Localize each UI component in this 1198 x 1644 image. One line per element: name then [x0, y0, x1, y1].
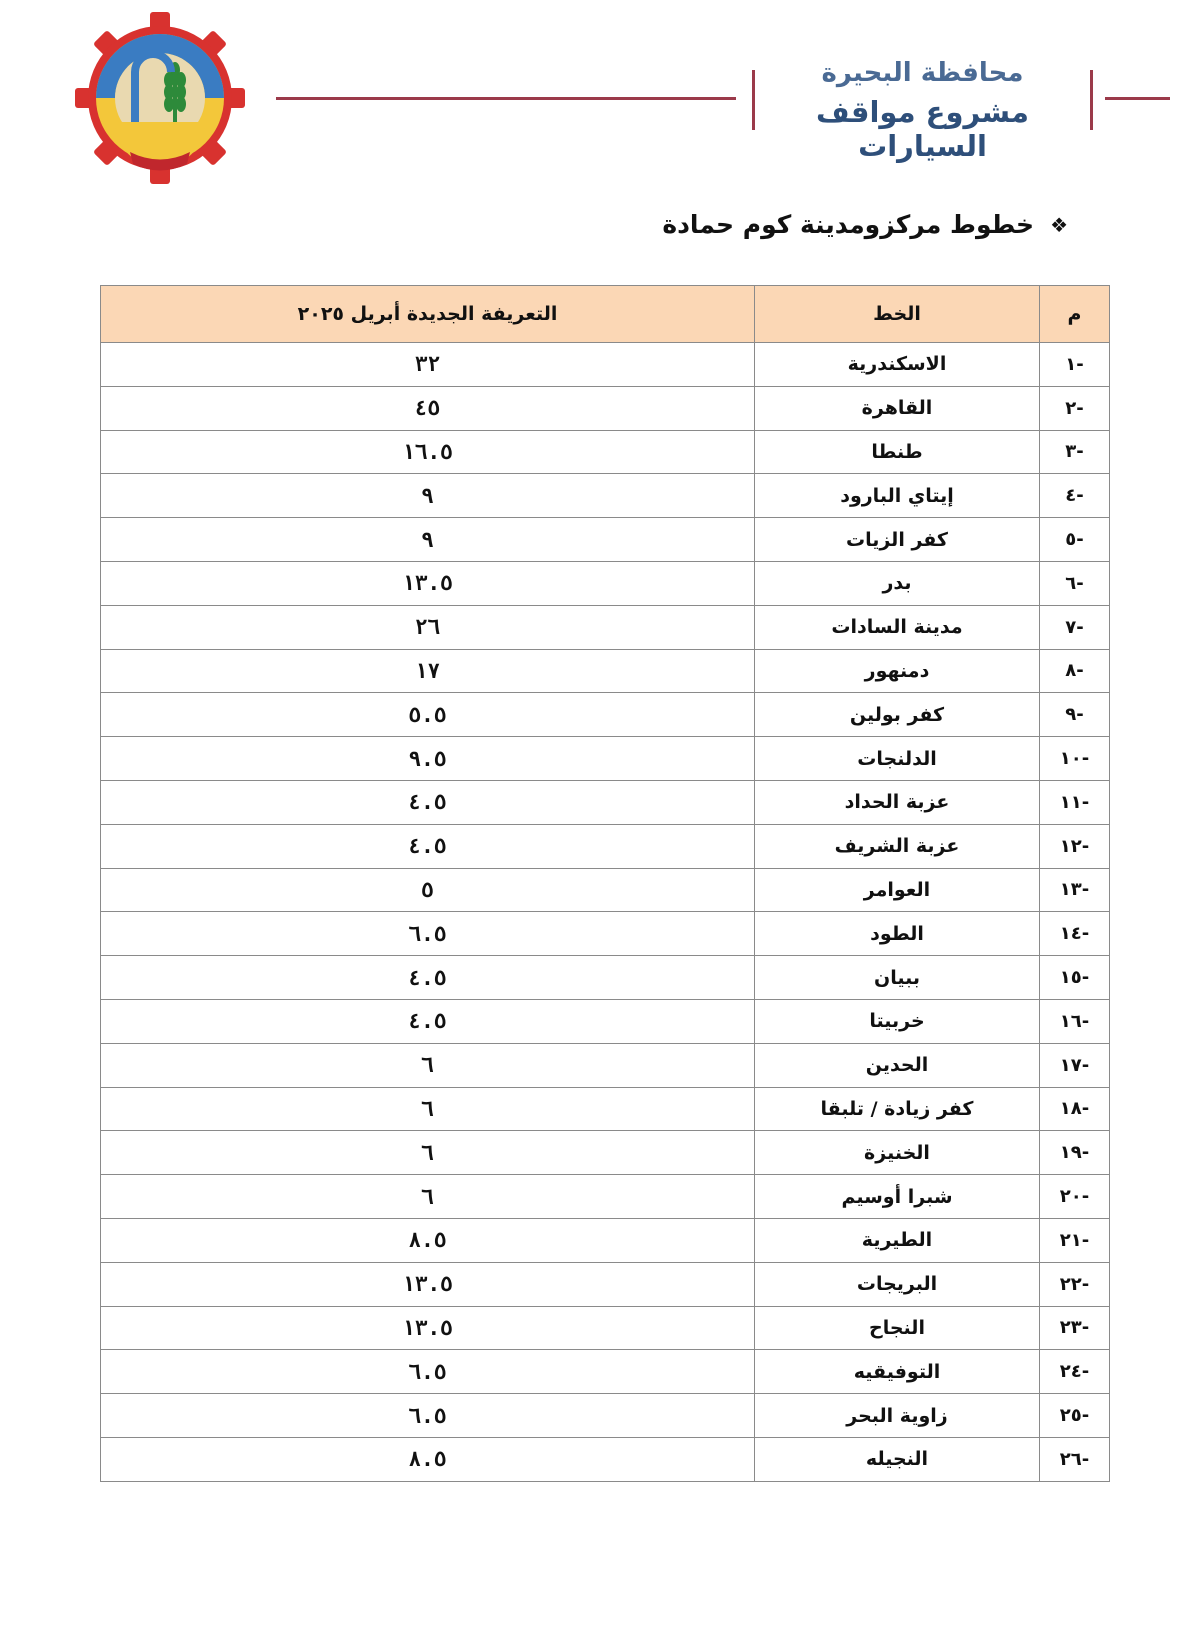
table-row: [101, 693, 1110, 737]
line-name: النجيله: [755, 1437, 1040, 1481]
row-number: -٢: [1040, 386, 1110, 430]
line-name: التوفيقيه: [755, 1350, 1040, 1394]
table-row: [101, 1437, 1110, 1481]
line-name: كفر الزيات: [755, 518, 1040, 562]
header-rule-left: [276, 97, 736, 100]
row-number: -٨: [1040, 649, 1110, 693]
line-name: النجاح: [755, 1306, 1040, 1350]
line-name: دمنهور: [755, 649, 1040, 693]
row-number: -١٠: [1040, 737, 1110, 781]
fare-value: ٦: [101, 1131, 755, 1175]
row-number: -١٩: [1040, 1131, 1110, 1175]
line-name: إيتاي البارود: [755, 474, 1040, 518]
fare-value: ٥: [101, 868, 755, 912]
table-row: [101, 1218, 1110, 1262]
row-number: -١٣: [1040, 868, 1110, 912]
row-number: -٢٤: [1040, 1350, 1110, 1394]
fare-value: ٦.٥: [101, 912, 755, 956]
fare-value: ١٣.٥: [101, 1306, 755, 1350]
line-name: البريجات: [755, 1262, 1040, 1306]
fare-value: ٦: [101, 1043, 755, 1087]
row-number: -١١: [1040, 780, 1110, 824]
table-row: [101, 1043, 1110, 1087]
fare-value: ٤.٥: [101, 824, 755, 868]
column-header-line: الخط: [755, 286, 1040, 343]
table-row: [101, 474, 1110, 518]
fare-value: ٦.٥: [101, 1394, 755, 1438]
row-number: -١٢: [1040, 824, 1110, 868]
table-row: [101, 1394, 1110, 1438]
section-heading: [662, 210, 1068, 239]
row-number: -٢٣: [1040, 1306, 1110, 1350]
table-row: [101, 1087, 1110, 1131]
section-title: خطوط مركزومدينة كوم حمادة: [662, 210, 1035, 239]
table-row: [101, 824, 1110, 868]
row-number: -٢٥: [1040, 1394, 1110, 1438]
table-row: [101, 956, 1110, 1000]
table-row: [101, 343, 1110, 387]
line-name: خربيتا: [755, 999, 1040, 1043]
line-name: عزبة الحداد: [755, 780, 1040, 824]
line-name: بدر: [755, 561, 1040, 605]
fare-value: ٤.٥: [101, 999, 755, 1043]
governorate-name: محافظة البحيرة: [821, 58, 1024, 88]
fare-value: ٦: [101, 1087, 755, 1131]
line-name: العوامر: [755, 868, 1040, 912]
line-name: القاهرة: [755, 386, 1040, 430]
table-row: [101, 605, 1110, 649]
fare-value: ١٧: [101, 649, 755, 693]
fare-value: ٢٦: [101, 605, 755, 649]
fare-value: ٩: [101, 518, 755, 562]
line-name: ببيان: [755, 956, 1040, 1000]
fare-value: ٨.٥: [101, 1437, 755, 1481]
row-number: -١٦: [1040, 999, 1110, 1043]
line-name: الطود: [755, 912, 1040, 956]
fare-value: ٥.٥: [101, 693, 755, 737]
row-number: -٢١: [1040, 1218, 1110, 1262]
table-header-row: [101, 286, 1110, 343]
line-name: الخنيزة: [755, 1131, 1040, 1175]
table-row: [101, 1350, 1110, 1394]
governorate-logo: [75, 12, 245, 184]
row-number: -١٨: [1040, 1087, 1110, 1131]
row-number: -١٥: [1040, 956, 1110, 1000]
line-name: شبرا أوسيم: [755, 1175, 1040, 1219]
line-name: الدلنجات: [755, 737, 1040, 781]
table-row: [101, 1175, 1110, 1219]
row-number: -٢٠: [1040, 1175, 1110, 1219]
table-body: [101, 343, 1110, 1482]
row-number: -١٤: [1040, 912, 1110, 956]
line-name: الاسكندرية: [755, 343, 1040, 387]
fare-value: ١٣.٥: [101, 1262, 755, 1306]
table-row: [101, 561, 1110, 605]
row-number: -٢٦: [1040, 1437, 1110, 1481]
row-number: -١٧: [1040, 1043, 1110, 1087]
table-row: [101, 1131, 1110, 1175]
header-divider-right: [1090, 70, 1093, 130]
fare-value: ٩.٥: [101, 737, 755, 781]
table-row: [101, 518, 1110, 562]
column-header-number: م: [1040, 286, 1110, 343]
row-number: -٥: [1040, 518, 1110, 562]
header-rule-right: [1105, 97, 1170, 100]
table-row: [101, 999, 1110, 1043]
table-row: [101, 868, 1110, 912]
fare-value: ٤٥: [101, 386, 755, 430]
diamond-bullet-icon: ❖: [1050, 212, 1068, 237]
table-row: [101, 780, 1110, 824]
header-divider-left: [752, 70, 755, 130]
line-name: زاوية البحر: [755, 1394, 1040, 1438]
fare-value: ٤.٥: [101, 780, 755, 824]
line-name: الطيرية: [755, 1218, 1040, 1262]
row-number: -٩: [1040, 693, 1110, 737]
fare-value: ١٦.٥: [101, 430, 755, 474]
table-row: [101, 649, 1110, 693]
row-number: -٤: [1040, 474, 1110, 518]
line-name: مدينة السادات: [755, 605, 1040, 649]
column-header-fare: التعريفة الجديدة أبريل ٢٠٢٥: [101, 286, 755, 343]
row-number: -٦: [1040, 561, 1110, 605]
line-name: الحدين: [755, 1043, 1040, 1087]
table-row: [101, 1262, 1110, 1306]
row-number: -٢٢: [1040, 1262, 1110, 1306]
row-number: -١: [1040, 343, 1110, 387]
fare-value: ٩: [101, 474, 755, 518]
table-row: [101, 386, 1110, 430]
fare-value: ٤.٥: [101, 956, 755, 1000]
fare-value: ١٣.٥: [101, 561, 755, 605]
tariff-table: [100, 285, 1110, 1482]
table-row: [101, 1306, 1110, 1350]
table-row: [101, 737, 1110, 781]
fare-value: ٦.٥: [101, 1350, 755, 1394]
fare-value: ٣٢: [101, 343, 755, 387]
fare-value: ٦: [101, 1175, 755, 1219]
project-name: مشروع مواقف السيارات: [815, 95, 1030, 163]
line-name: كفر بولين: [755, 693, 1040, 737]
table-row: [101, 430, 1110, 474]
row-number: -٧: [1040, 605, 1110, 649]
line-name: كفر زيادة / تلبقا: [755, 1087, 1040, 1131]
table-row: [101, 912, 1110, 956]
line-name: طنطا: [755, 430, 1040, 474]
line-name: عزبة الشريف: [755, 824, 1040, 868]
row-number: -٣: [1040, 430, 1110, 474]
fare-value: ٨.٥: [101, 1218, 755, 1262]
